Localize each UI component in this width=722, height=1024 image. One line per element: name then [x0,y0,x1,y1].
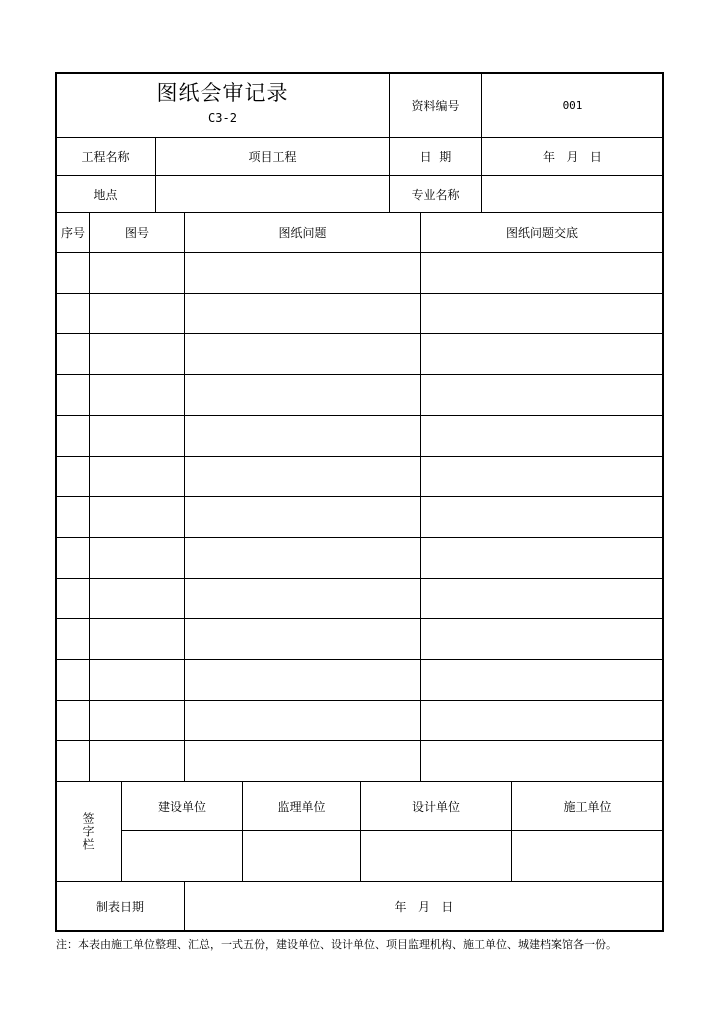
table-cell[interactable] [421,497,663,537]
sign-unit-design: 设计单位 [411,799,460,814]
table-cell[interactable] [421,619,663,659]
sign-unit-supervision: 监理单位 [277,799,326,814]
signature-cell[interactable] [243,831,360,881]
table-cell[interactable] [57,416,89,456]
specialty-label: 专业名称 [411,187,460,202]
table-cell[interactable] [185,334,420,374]
table-cell[interactable] [185,579,420,619]
doc-no-value[interactable]: 001 [562,98,583,112]
col-header-resolution: 图纸问题交底 [505,226,578,240]
table-cell[interactable] [90,619,184,659]
table-cell[interactable] [185,701,420,741]
table-cell[interactable] [57,701,89,741]
form-code: C3-2 [208,111,237,125]
project-name-label: 工程名称 [81,150,130,164]
table-cell[interactable] [421,660,663,700]
table-cell[interactable] [185,457,420,497]
date-label: 日 期 [419,150,452,164]
table-cell[interactable] [90,416,184,456]
table-cell[interactable] [185,416,420,456]
table-cell[interactable] [57,457,89,497]
table-cell[interactable] [185,741,420,781]
doc-no-label: 资料编号 [411,98,460,113]
signature-cell[interactable] [361,831,511,881]
table-cell[interactable] [90,375,184,415]
table-cell[interactable] [185,660,420,700]
table-cell[interactable] [421,253,663,293]
footnote: 注：本表由施工单位整理、汇总，一式五份，建设单位、设计单位、项目监理机构、施工单位、城建档案馆各一份。 [56,938,617,951]
table-cell[interactable] [90,253,184,293]
table-cell[interactable] [185,538,420,578]
table-cell[interactable] [185,375,420,415]
location-value[interactable] [156,176,389,212]
table-cell[interactable] [57,294,89,334]
signature-cell[interactable] [512,831,663,881]
table-cell[interactable] [421,294,663,334]
table-cell[interactable] [90,294,184,334]
col-header-issue: 图纸问题 [278,226,327,240]
sign-unit-construction: 建设单位 [157,799,206,814]
table-cell[interactable] [185,294,420,334]
project-name-value[interactable]: 项目工程 [248,150,297,164]
location-label: 地点 [93,187,118,202]
table-cell[interactable] [421,701,663,741]
table-cell[interactable] [421,579,663,619]
table-cell[interactable] [57,253,89,293]
table-cell[interactable] [90,334,184,374]
table-cell[interactable] [421,741,663,781]
table-cell[interactable] [90,497,184,537]
sign-unit-contractor: 施工单位 [563,799,612,814]
table-cell[interactable] [185,619,420,659]
table-cell[interactable] [57,660,89,700]
table-date-value[interactable]: 年 月 日 [394,900,454,914]
table-cell[interactable] [185,253,420,293]
col-header-drawing-no: 图号 [124,226,149,240]
table-cell[interactable] [421,538,663,578]
table-cell[interactable] [57,497,89,537]
table-cell[interactable] [90,538,184,578]
table-cell[interactable] [185,497,420,537]
signature-label: 签字栏 [81,812,95,851]
table-date-label: 制表日期 [95,900,144,914]
table-cell[interactable] [421,334,663,374]
specialty-value[interactable] [482,176,663,212]
table-cell[interactable] [421,375,663,415]
table-cell[interactable] [57,579,89,619]
date-value[interactable]: 年 月 日 [543,150,602,164]
table-cell[interactable] [90,701,184,741]
table-cell[interactable] [57,334,89,374]
table-cell[interactable] [90,457,184,497]
table-cell[interactable] [57,375,89,415]
signature-cell[interactable] [122,831,242,881]
table-cell[interactable] [90,660,184,700]
table-cell[interactable] [90,741,184,781]
table-cell[interactable] [421,416,663,456]
table-cell[interactable] [421,457,663,497]
col-header-seq: 序号 [60,226,85,240]
table-cell[interactable] [57,619,89,659]
table-cell[interactable] [90,579,184,619]
table-cell[interactable] [57,538,89,578]
form-title: 图纸会审记录 [156,81,289,105]
table-cell[interactable] [57,741,89,781]
